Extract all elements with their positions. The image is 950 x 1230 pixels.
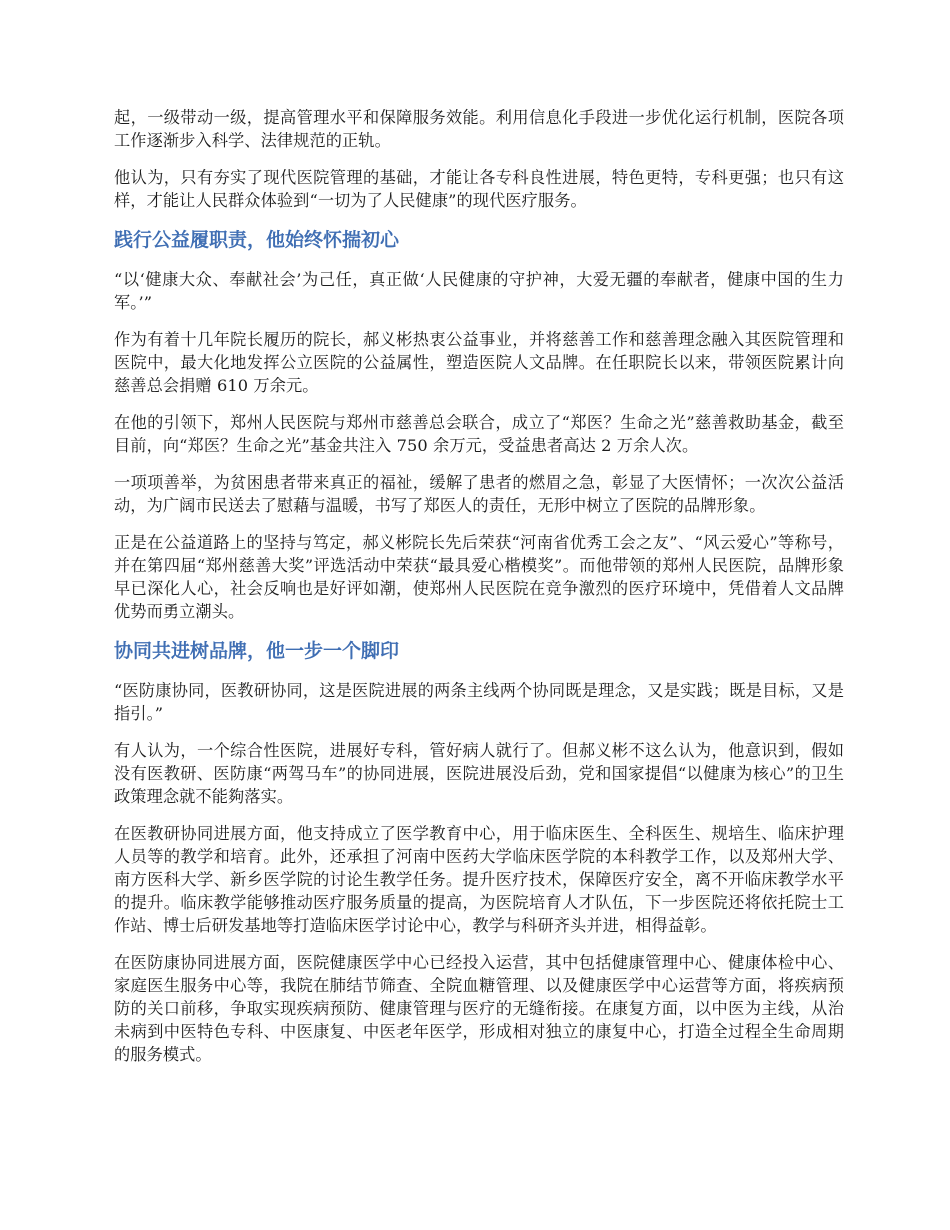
section-heading-charity: 践行公益履职责，他始终怀揣初心 [114, 229, 400, 251]
section-heading-collaboration: 协同共进树品牌，他一步一个脚印 [114, 640, 400, 662]
paragraph: 在他的引领下，郑州人民医院与郑州市慈善总会联合，成立了“郑医？生命之光”慈善救助基金，截至目前，向“郑医？生命之光”基金共注入 750 余万元，受益患者高达 2 万余人次。 [114, 413, 844, 455]
paragraph: 有人认为，一个综合性医院，进展好专科，管好病人就行了。但郝义彬不这么认为，他意识到，假如没有医教研、医防康“两驾马车”的协同进展，医院进展没后劲，党和国家提倡“以健康为核心”的卫生政策理念就不能夠落实。 [114, 741, 844, 806]
paragraph: 一项项善举，为贫困患者带来真正的福祉，缓解了患者的燃眉之急，彰显了大医情怀；一次次公益活动，为广阔市民送去了慰藉与温暖，书写了郑医人的责任，无形中树立了医院的品牌形象。 [114, 473, 844, 515]
paragraph: 起，一级带动一级，提高管理水平和保障服务效能。利用信息化手段进一步优化运行机制，医院各项工作逐渐步入科学、法律规范的正轨。 [114, 108, 844, 150]
paragraph: “医防康协同，医教研协同，这是医院进展的两条主线两个协同既是理念，又是实践；既是目标，又是指引。” [114, 681, 844, 723]
paragraph: 在医教研协同进展方面，他支持成立了医学教育中心，用于临床医生、全科医生、规培生、临床护理人员等的教学和培育。此外，还承担了河南中医药大学临床医学院的本科教学工作，以及郑州大学、南方医科大学、新乡医学院的讨论生教学任务。提升医疗技术，保障医疗安全，离不开临床教学水平的提升。临床教学能够推动医疗服务质量的提高，为医院培育人才队伍，下一步医院还将依托院士工作站、博士后研发基地等打造临床医学讨论中心，教学与科研齐头并进，相得益彰。 [114, 824, 844, 935]
article-body [114, 106, 844, 1080]
paragraph: 正是在公益道路上的坚持与笃定，郝义彬院长先后荣获“河南省优秀工会之友”、“风云爱心”等称号，并在第四届“郑州慈善大奖”评选活动中荣获“最具爱心楷模奖”。而他带领的郑州人民医院，品牌形象早已深化人心，社会反响也是好评如潮，使郑州人民医院在竞争激烈的医疗环境中，凭借着人文品牌优势而勇立潮头。 [114, 533, 844, 621]
paragraph: “以‘健康大众、奉献社会’为己任，真正做‘人民健康的守护神，大爱无疆的奉献者，健康中国的生力军。’” [114, 270, 844, 312]
paragraph: 他认为，只有夯实了现代医院管理的基础，才能让各专科良性进展，特色更特，专科更强；也只有这样，才能让人民群众体验到“一切为了人民健康”的现代医疗服务。 [114, 168, 844, 210]
paragraph: 在医防康协同进展方面，医院健康医学中心已经投入运营，其中包括健康管理中心、健康体检中心、家庭医生服务中心等，我院在肺结节筛查、全院血糖管理、以及健康医学中心运营等方面，将疾病预防的关口前移，争取实现疾病预防、健康管理与医疗的无缝衔接。在康复方面，以中医为主线，从治未病到中医特色专科、中医康复、中医老年医学，形成相对独立的康复中心，打造全过程全生命周期的服务模式。 [114, 953, 844, 1064]
paragraph: 作为有着十几年院长履历的院长，郝义彬热衷公益事业，并将慈善工作和慈善理念融入其医院管理和医院中，最大化地发挥公立医院的公益属性，塑造医院人文品牌。在任职院长以来，带领医院累计向慈善总会捐赠 610 万余元。 [114, 330, 844, 395]
